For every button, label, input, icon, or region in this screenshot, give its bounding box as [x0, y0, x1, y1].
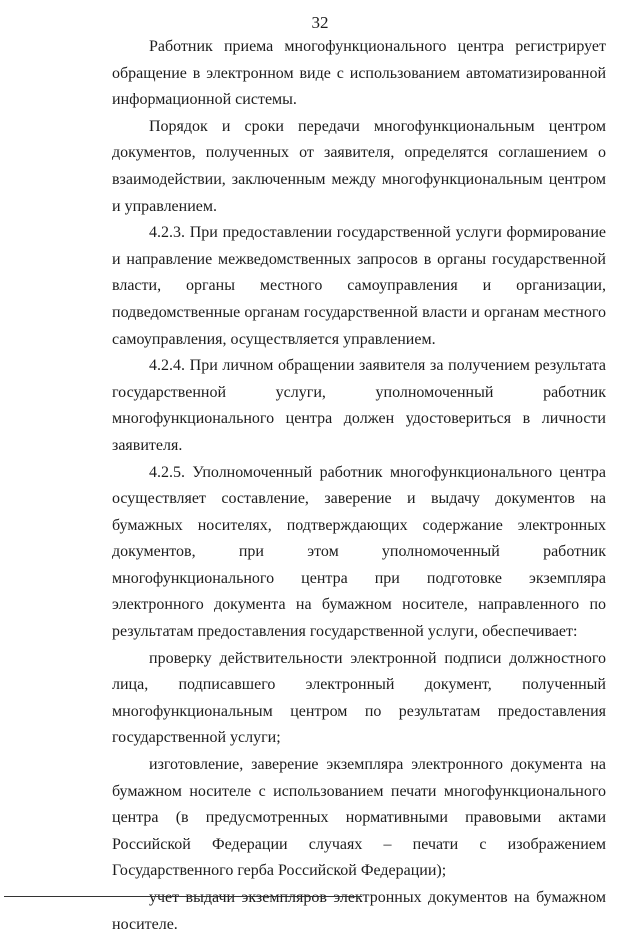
paragraph-4-2-3: 4.2.3. При предоставлении государственной услуги формирование и направление межведомственных запросов в органы государственной власти, органы местного самоуправления и организации, подведомственные органам государственной власти и органам местного самоуправления, осуществляется управлением. — [112, 224, 606, 348]
paragraph-registration: Работник приема многофункционального центра регистрирует обращение в электронном виде с использованием автоматизированной информационной системы. — [112, 38, 606, 109]
document-body — [112, 34, 606, 938]
paragraph-transfer-procedure: Порядок и сроки передачи многофункциональным центром документов, полученных от заявителя, определятся соглашением о взаимодействии, заключенным между многофункциональным центром и управлением. — [112, 117, 606, 215]
paragraph-4-2-5: 4.2.5. Уполномоченный работник многофункционального центра осуществляет составление, заверение и выдачу документов на бумажных носителях, подтверждающих содержание электронных документов, при этом уполномоченный работник многофункционального центра при подготовке экземпляра электронного документа на бумажном носителе, направленного по результатам предоставления государственной услуги, обеспечивает: — [112, 463, 606, 641]
page-number: 32 — [311, 13, 329, 32]
list-item-accounting: учет выдачи экземпляров электронных документов на бумажном носителе. — [112, 889, 606, 933]
list-item-certification: изготовление, заверение экземпляра электронного документа на бумажном носителе с использованием печати многофункционального центра (в предусмотренных нормативными правовыми актами Российской Федерации случаях – печати с изображением Государственного герба Российской Федерации); — [112, 756, 606, 880]
list-item-signature-check: проверку действительности электронной подписи должностного лица, подписавшего электронный документ, полученный многофункциональным центром по результатам предоставления государственной услуги; — [112, 649, 606, 747]
paragraph-4-2-4: 4.2.4. При личном обращении заявителя за получением результата государственной услуги, уполномоченный работник многофункционального центра должен удостовериться в личности заявителя. — [112, 357, 606, 454]
footer-rule — [4, 896, 362, 897]
